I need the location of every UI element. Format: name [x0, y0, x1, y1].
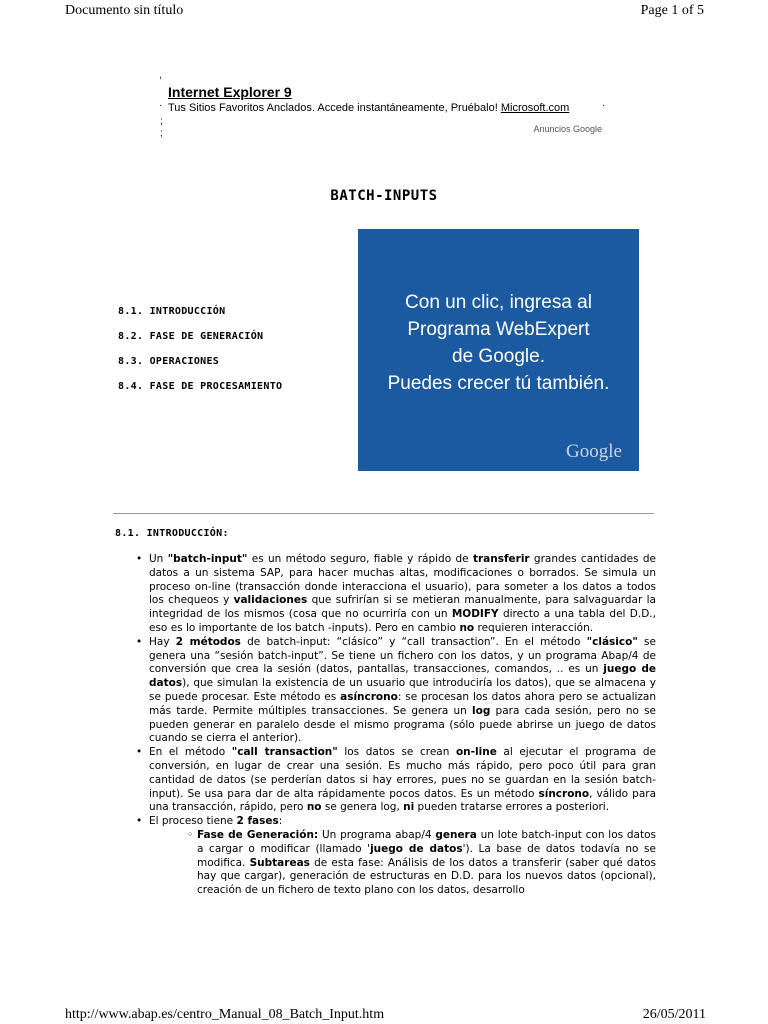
ad-domain-link[interactable]: Microsoft.com	[500, 102, 570, 114]
text-run: Un	[149, 553, 168, 565]
text-run: de esta fase: Análisis de los datos a transferir (saber qué datos hay que cargar), generación de estructuras en D.D. para los nuevos datos (opcional), creación de un fichero de texto plano con los datos, desarrollo	[197, 856, 657, 897]
text-run: Hay	[149, 635, 176, 648]
ad-bullet: ,	[159, 70, 162, 81]
banner-line: Programa WebExpert	[407, 319, 590, 340]
text-run: , válido para una transacción, rápido, pero	[149, 787, 657, 814]
text-run-bold: on-line	[455, 746, 497, 759]
text-run-bold: "clásico"	[586, 635, 638, 648]
table-of-contents	[118, 305, 282, 405]
text-run-bold: "batch-input"	[167, 553, 248, 565]
ad-description-text: Tus Sitios Favoritos Anclados. Accede instantáneamente, Pruébalo!	[168, 102, 501, 114]
text-run: es un método seguro, fiable y rápido de	[247, 553, 473, 565]
page-date: 26/05/2011	[642, 1007, 706, 1022]
text-run: En el método	[149, 746, 232, 759]
text-run: pueden tratarse errores a posteriori.	[414, 801, 610, 814]
text-run-bold: asíncrono	[340, 690, 398, 703]
text-run: para cada sesión, pero no se pueden generar en paralelo desde el mismo programa (sólo puede abrirse un juego de datos cuando se cierra el anterior).	[149, 704, 657, 745]
section-body	[134, 553, 656, 898]
ad-bullet: ·	[602, 100, 606, 111]
text-run: El proceso tiene	[149, 815, 237, 828]
banner-line: de Google.	[452, 346, 545, 367]
toc-link-operaciones[interactable]: 8.3. OPERACIONES	[118, 356, 220, 367]
text-run: de batch-input: “clásico” y “call transaction”. En el método	[240, 635, 587, 648]
text-run-bold: MODIFY	[451, 608, 499, 621]
text-run-bold: juego de datos	[149, 663, 656, 690]
document-title: BATCH-INPUTS	[330, 188, 438, 204]
text-run: directo a una tabla del D.D., eso es lo importante de los batch -inputs). Pero en cambio	[149, 608, 656, 634]
text-run-bold: juego de datos	[370, 842, 463, 855]
text-run: ), que simulan la existencia de un usuario que introduciría los datos), que se almacena y se puede procesar. Este método es	[149, 677, 656, 703]
text-run: Un programa abap/4	[318, 828, 436, 841]
ad-bullet: ;	[160, 128, 163, 139]
text-run: un lote batch-input con los datos a cargar o modificar (llamado '	[197, 828, 656, 855]
page-url: http://www.abap.es/centro_Manual_08_Batch_Input.htm	[65, 1007, 385, 1022]
text-run-bold: Fase de Generación:	[197, 828, 319, 841]
text-run-bold: no	[306, 801, 322, 814]
text-run: al ejecutar el programa de conversión, en lugar de crear una sesión. Es mucho más rápido, pero poco útil para gran cantidad de datos (se perderían datos si hay errores, pues no se guardan en la sesión batch-input). Se usa para dar de alta rápidamente pocos datos. Es un método	[149, 746, 657, 800]
toc-link-fase-generacion[interactable]: 8.2. FASE DE GENERACIÓN	[118, 331, 264, 342]
sub-list-item	[149, 829, 656, 898]
toc-link-fase-procesamiento[interactable]: 8.4. FASE DE PROCESAMIENTO	[118, 381, 283, 392]
text-run: que sufrirían si se metieran manualmente, para salvaguardar la integridad de los mismos (cosa que no ocurriría con un	[149, 594, 656, 621]
ad-bullet: ;	[160, 116, 163, 127]
text-run: : se procesan los datos ahora pero se actualizan más tarde. Permite múltiples transacciones. Se genera un	[149, 690, 657, 717]
text-run: grandes cantidades de datos a un sistema SAP, para hacer muchas altas, modificaciones o borrados. Se simula un proceso on-line (transacción donde interacciona el usuario), para someter a los datos a todos los chequeos y	[149, 553, 656, 607]
banner-line: Con un clic, ingresa al	[405, 292, 592, 313]
banner-ad[interactable]	[358, 229, 639, 471]
banner-line: Puedes crecer tú también.	[387, 373, 610, 394]
toc-link-introduccion[interactable]: 8.1. INTRODUCCIÓN	[118, 306, 226, 317]
ad-choices-link[interactable]: Anuncios Google	[533, 124, 602, 134]
list-item	[134, 553, 656, 636]
section-heading: 8.1. INTRODUCCIÓN:	[115, 528, 229, 539]
text-run-bold: síncrono	[538, 787, 590, 800]
ad-description	[168, 102, 569, 114]
text-run-bold: 2 fases	[236, 815, 279, 828]
list-item	[134, 636, 656, 746]
ad-title-link[interactable]: Internet Explorer 9	[168, 84, 292, 100]
text-run-bold: genera	[435, 828, 477, 841]
text-run-bold: no	[459, 621, 475, 634]
section-divider	[113, 513, 654, 514]
text-run-bold: transferir	[472, 553, 530, 565]
ad-bullet: ·	[159, 100, 163, 111]
text-run-bold: ni	[403, 801, 415, 814]
page-header-title: Documento sin título	[65, 3, 184, 18]
text-run-bold: Subtareas	[249, 856, 310, 869]
text-run: :	[278, 815, 283, 828]
text-run-bold: "call transaction"	[231, 746, 338, 759]
text-run-bold: 2 métodos	[175, 635, 241, 648]
banner-ad-text	[358, 289, 639, 397]
text-run-bold: validaciones	[233, 594, 308, 607]
text-run-bold: log	[472, 704, 491, 717]
text-run: los datos se crean	[337, 746, 456, 759]
page-number: Page 1 of 5	[640, 3, 704, 18]
text-run: se genera log,	[321, 801, 404, 814]
text-run: requieren interacción.	[474, 621, 594, 634]
list-item	[134, 815, 656, 898]
google-logo: Google	[566, 441, 622, 462]
list-item	[134, 746, 656, 815]
text-run: '). La base de datos todavía no se modifica.	[197, 842, 656, 869]
text-run: se genera una “sesión batch-input”. Se tiene un fichero con los datos, y un programa Abap/4 de conversión que crea la sesión (datos, pantallas, transacciones, comandos, .. es un	[149, 635, 656, 676]
